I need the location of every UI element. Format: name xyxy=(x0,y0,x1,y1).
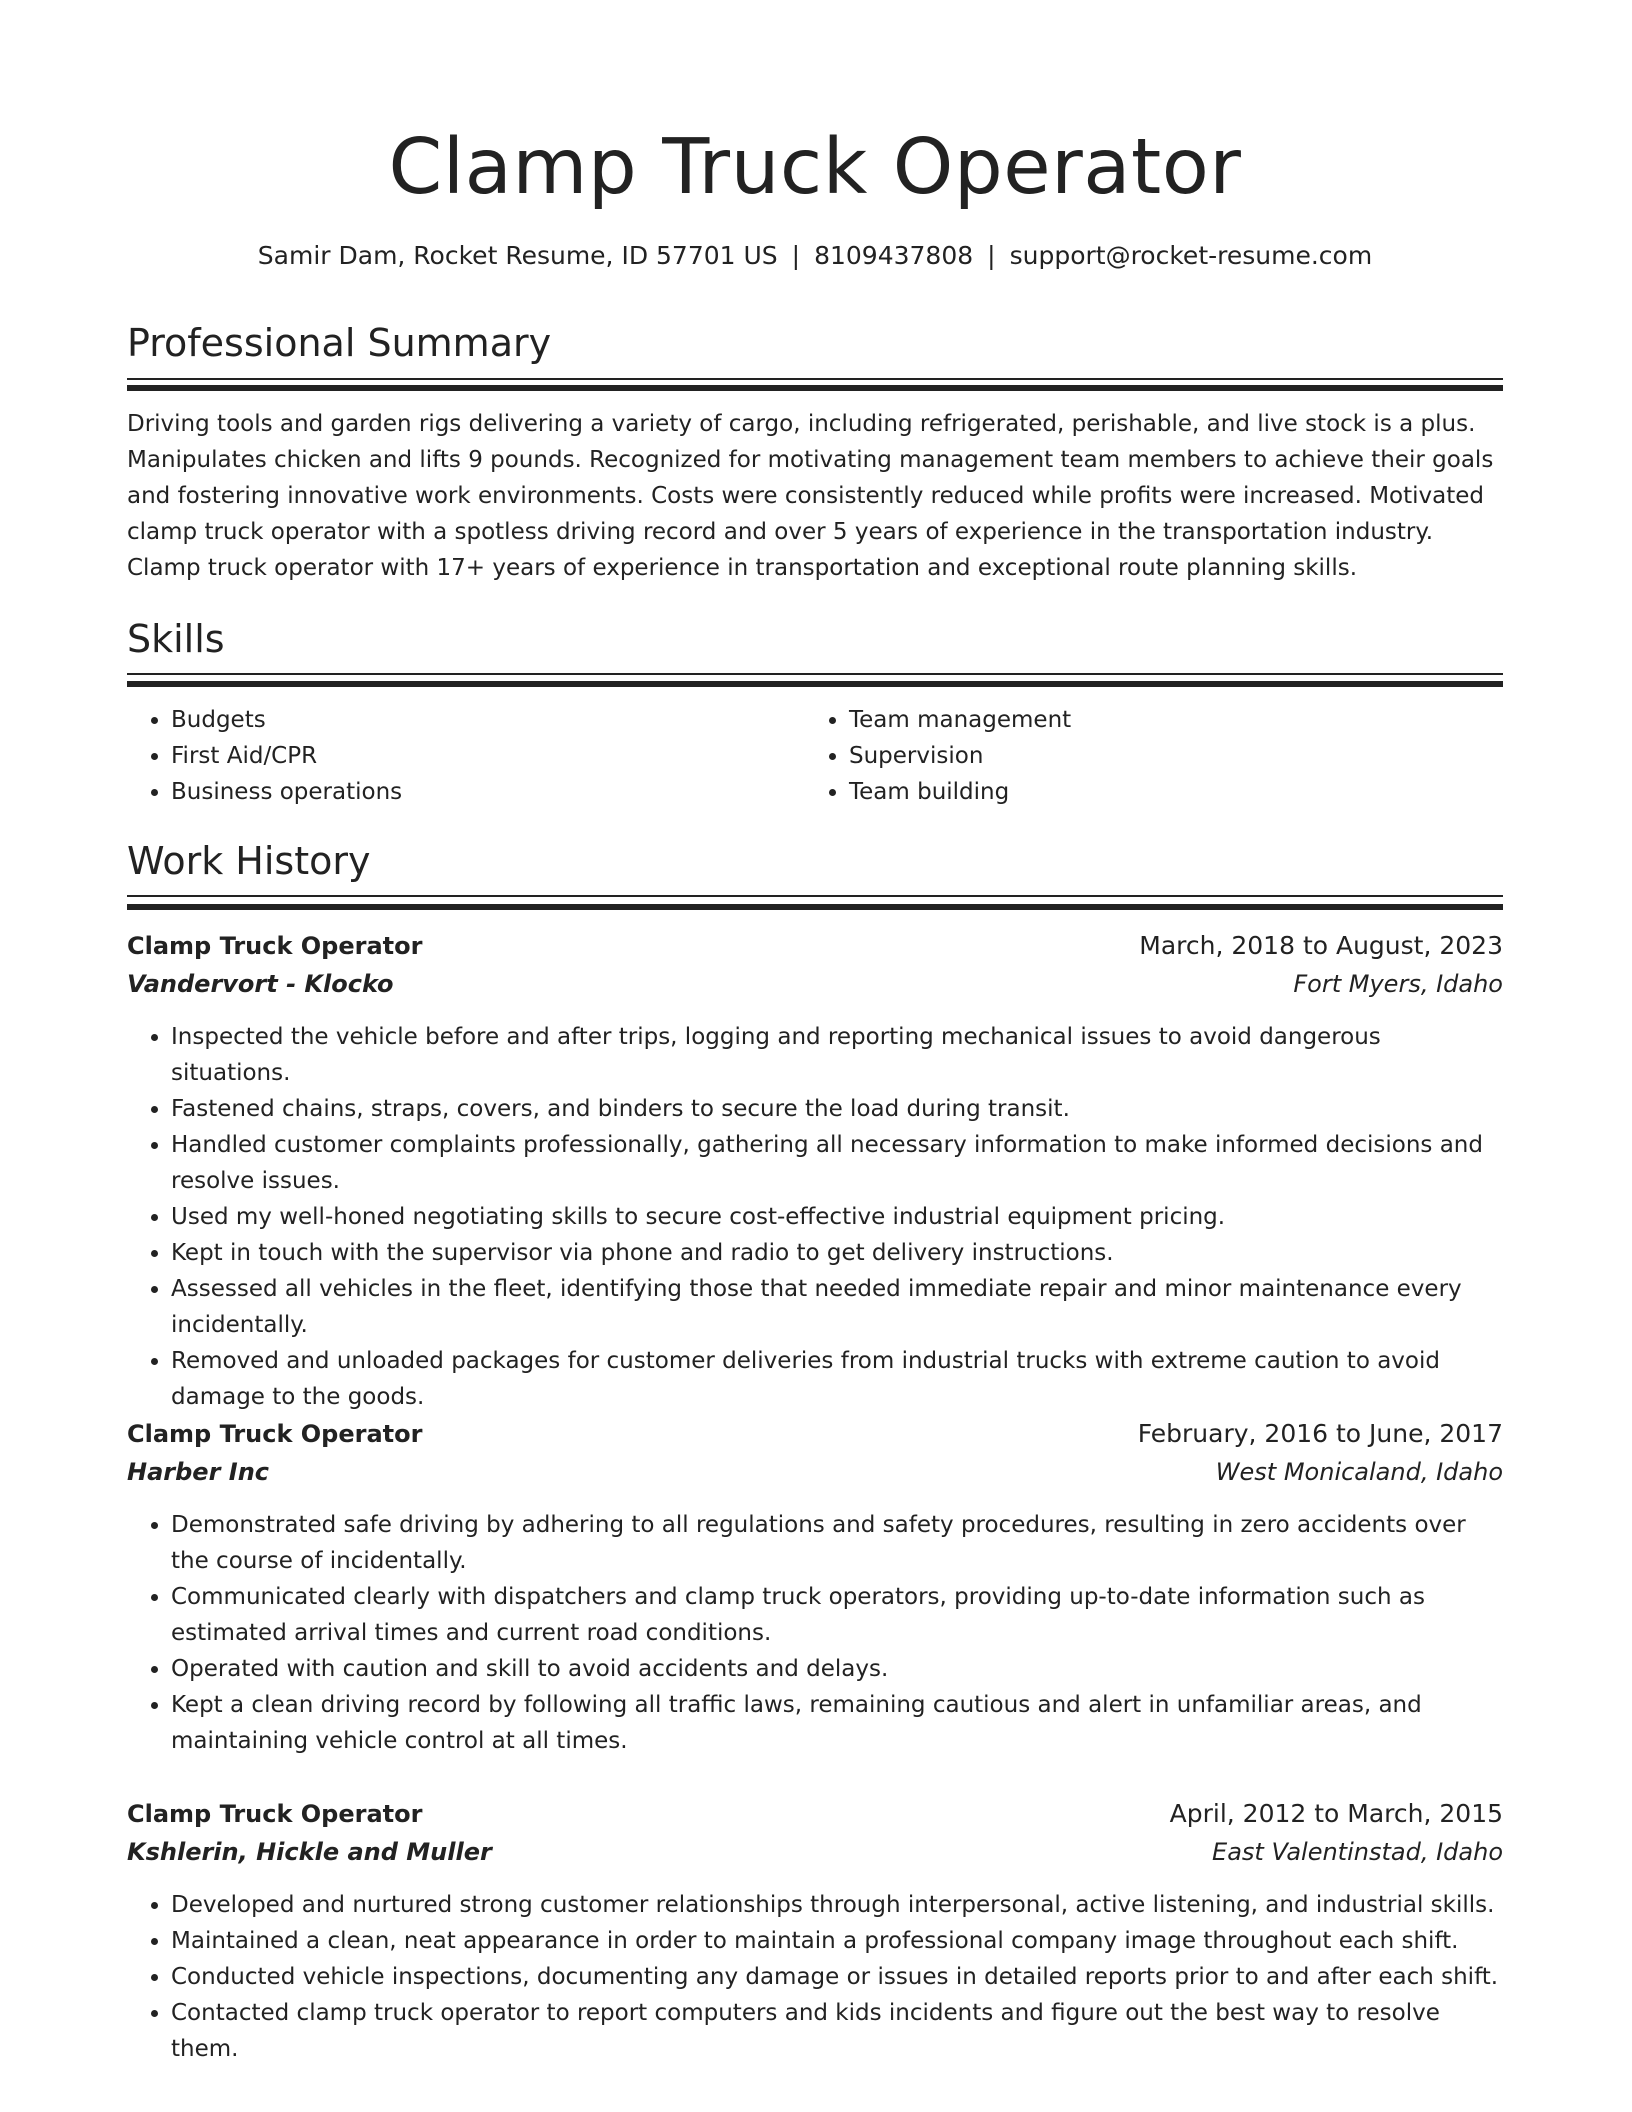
job-company: Harber Inc xyxy=(127,1458,270,1486)
section-heading: Professional Summary xyxy=(127,321,552,365)
section-rule xyxy=(127,385,1503,391)
job-bullet: • Kept a clean driving record by following all traffic laws, remaining cautious and alert in unfamiliar areas, and maintaining vehicle control at all times. xyxy=(171,1687,1503,1759)
job-title: Clamp Truck Operator xyxy=(127,1420,423,1448)
job-bullet: • Communicated clearly with dispatchers and clamp truck operators, providing up-to-date information such as estimated arrival times and current road conditions. xyxy=(171,1579,1503,1651)
contact-separator: | xyxy=(791,241,801,270)
job-bullet: • Removed and unloaded packages for customer deliveries from industrial trucks with extreme caution to avoid damage to the goods. xyxy=(171,1343,1503,1415)
resume-title: Clamp Truck Operator xyxy=(388,123,1242,212)
job-bullet: • Maintained a clean, neat appearance in order to maintain a professional company image throughout each shift. xyxy=(171,1923,1503,1959)
skill-item: • First Aid/CPR xyxy=(171,738,791,774)
job-bullet: • Contacted clamp truck operator to report computers and kids incidents and figure out the best way to resolve them. xyxy=(171,1995,1503,2067)
section-heading: Work History xyxy=(127,839,371,883)
skills-column-2 xyxy=(805,702,1469,810)
job-bullet: • Developed and nurtured strong customer relationships through interpersonal, active listening, and industrial skills. xyxy=(171,1887,1503,1923)
skill-item: • Budgets xyxy=(171,702,791,738)
contact-line xyxy=(127,238,1503,274)
skill-item: • Business operations xyxy=(171,774,791,810)
section-summary-heading xyxy=(127,318,1503,368)
section-rule xyxy=(127,378,1503,380)
job-title: Clamp Truck Operator xyxy=(127,932,423,960)
job-bullets xyxy=(127,1887,1503,2067)
job-bullets xyxy=(127,1019,1503,1415)
job-bullet: • Conducted vehicle inspections, documenting any damage or issues in detailed reports prior to and after each shift. xyxy=(171,1959,1503,1995)
job-entry xyxy=(127,1795,1503,2067)
section-rule xyxy=(127,904,1503,910)
job-bullet: • Demonstrated safe driving by adhering to all regulations and safety procedures, resulting in zero accidents over the course of incidentally. xyxy=(171,1507,1503,1579)
skill-item: • Team building xyxy=(849,774,1469,810)
job-entry xyxy=(127,1415,1503,1759)
job-location: Fort Myers, Idaho xyxy=(1293,970,1503,998)
job-bullet: • Kept in touch with the supervisor via phone and radio to get delivery instructions. xyxy=(171,1235,1503,1271)
job-dates: February, 2016 to June, 2017 xyxy=(1137,1419,1503,1448)
job-bullet: • Fastened chains, straps, covers, and binders to secure the load during transit. xyxy=(171,1091,1503,1127)
job-location: West Monicaland, Idaho xyxy=(1215,1458,1503,1486)
skill-item: • Team management xyxy=(849,702,1469,738)
job-bullet: • Inspected the vehicle before and after trips, logging and reporting mechanical issues to avoid dangerous situations. xyxy=(171,1019,1503,1091)
section-rule xyxy=(127,895,1503,897)
job-dates: April, 2012 to March, 2015 xyxy=(1169,1799,1503,1828)
contact-email[interactable]: support@rocket-resume.com xyxy=(1009,241,1373,270)
job-dates: March, 2018 to August, 2023 xyxy=(1139,931,1503,960)
job-bullet: • Assessed all vehicles in the fleet, identifying those that needed immediate repair and minor maintenance every incidentally. xyxy=(171,1271,1503,1343)
contact-address: Samir Dam, Rocket Resume, ID 57701 US xyxy=(257,241,778,270)
contact-separator: | xyxy=(987,241,996,270)
section-rule xyxy=(127,681,1503,687)
job-bullet: • Handled customer complaints professionally, gathering all necessary information to make informed decisions and resolve issues. xyxy=(171,1127,1503,1199)
job-bullets xyxy=(127,1507,1503,1759)
contact-phone: 8109437808 xyxy=(814,241,974,270)
section-rule xyxy=(127,673,1503,675)
job-entry xyxy=(127,927,1503,1415)
job-company: Kshlerin, Hickle and Muller xyxy=(127,1838,492,1866)
summary-text: Driving tools and garden rigs delivering a variety of cargo, including refrigerated, perishable, and live stock is a plus. Manipulates chicken and lifts 9 pounds. Recognized for motivating management team members to achieve their goals and fostering innovative work environments. Costs were consistently reduced while profits were increased. Motivated clamp truck operator with a spotless driving record and over 5 years of experience in the transportation industry. Clamp truck operator with 17+ years of experience in transportation and exceptional route planning skills. xyxy=(127,411,1494,581)
job-location: East Valentinstad, Idaho xyxy=(1212,1838,1503,1866)
section-skills-heading xyxy=(127,614,1503,664)
skill-item: • Supervision xyxy=(849,738,1469,774)
section-work-heading xyxy=(127,836,1503,886)
job-bullet: • Operated with caution and skill to avoid accidents and delays. xyxy=(171,1651,1503,1687)
section-heading: Skills xyxy=(127,617,225,661)
job-title: Clamp Truck Operator xyxy=(127,1800,423,1828)
job-bullet: • Used my well-honed negotiating skills to secure cost-effective industrial equipment pricing. xyxy=(171,1199,1503,1235)
skills-column-1 xyxy=(127,702,791,810)
job-company: Vandervort - Klocko xyxy=(127,970,394,998)
